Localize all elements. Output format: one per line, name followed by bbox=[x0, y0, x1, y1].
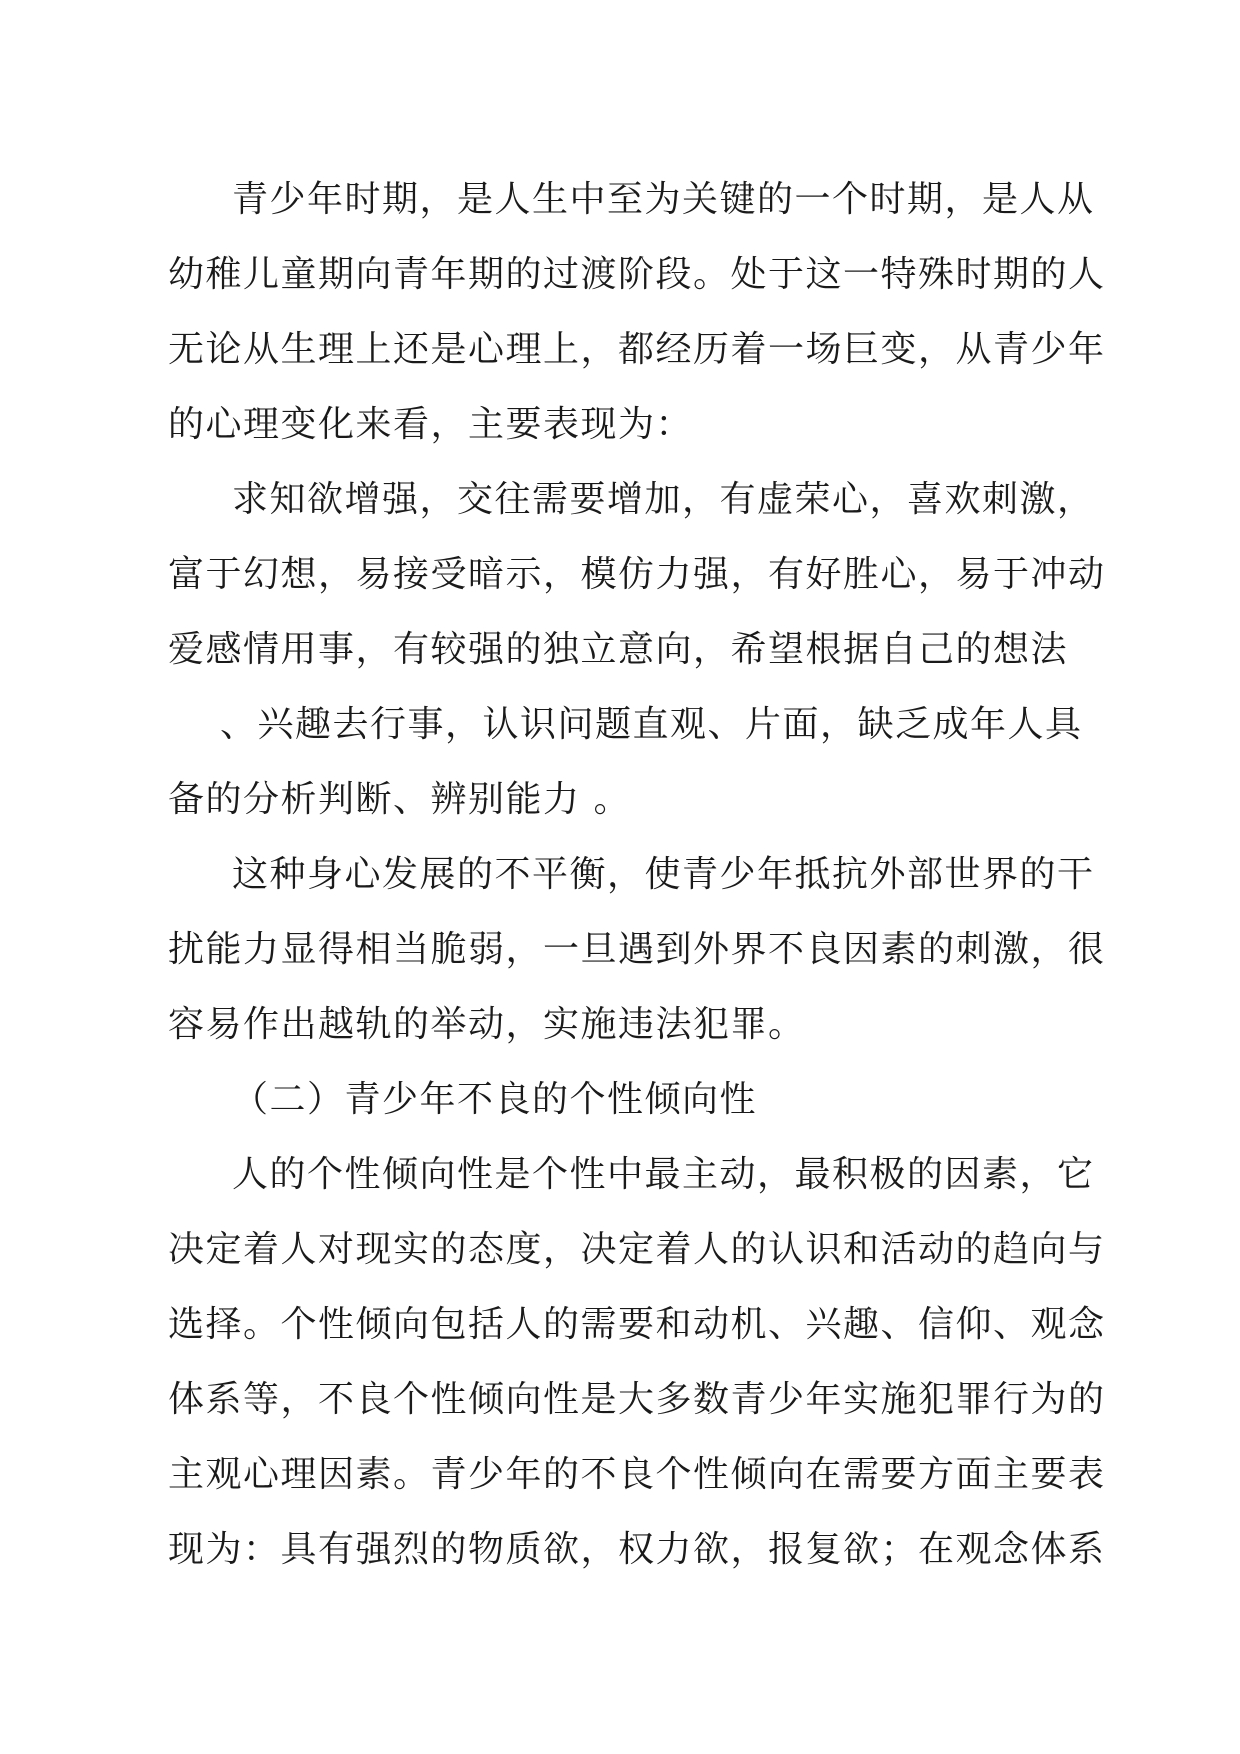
text-line: 的心理变化来看，主要表现为： bbox=[168, 404, 694, 445]
text-line: 选择。个性倾向包括人的需要和动机、兴趣、信仰、观念 bbox=[168, 1304, 1106, 1345]
section-heading: （二）青少年不良的个性倾向性 bbox=[232, 1079, 758, 1120]
text-line: 这种身心发展的不平衡，使青少年抵抗外部世界的干 bbox=[232, 854, 1095, 895]
text-line: 、兴趣去行事，认识问题直观、片面，缺乏成年人具 bbox=[220, 704, 1083, 745]
text-line: 青少年时期，是人生中至为关键的一个时期，是人从 bbox=[232, 179, 1095, 220]
text-line: 决定着人对现实的态度，决定着人的认识和活动的趋向与 bbox=[168, 1229, 1106, 1270]
text-line: 无论从生理上还是心理上，都经历着一场巨变，从青少年 bbox=[168, 329, 1106, 370]
text-line: 体系等，不良个性倾向性是大多数青少年实施犯罪行为的 bbox=[168, 1379, 1106, 1420]
text-line: 幼稚儿童期向青年期的过渡阶段。处于这一特殊时期的人 bbox=[168, 254, 1106, 295]
text-line: 人的个性倾向性是个性中最主动，最积极的因素，它 bbox=[232, 1154, 1095, 1195]
text-line: 备的分析判断、辨别能力 。 bbox=[168, 779, 631, 820]
text-line: 富于幻想，易接受暗示，模仿力强，有好胜心，易于冲动 bbox=[168, 554, 1106, 595]
text-line: 现为：具有强烈的物质欲，权力欲，报复欲；在观念体系 bbox=[168, 1529, 1106, 1570]
text-line: 主观心理因素。青少年的不良个性倾向在需要方面主要表 bbox=[168, 1454, 1106, 1495]
text-line: 扰能力显得相当脆弱，一旦遇到外界不良因素的刺激，很 bbox=[168, 929, 1106, 970]
text-line: 爱感情用事，有较强的独立意向，希望根据自己的想法 bbox=[168, 629, 1069, 670]
text-line: 容易作出越轨的举动，实施违法犯罪。 bbox=[168, 1004, 806, 1045]
text-line: 求知欲增强，交往需要增加，有虚荣心，喜欢刺激， bbox=[232, 479, 1095, 520]
